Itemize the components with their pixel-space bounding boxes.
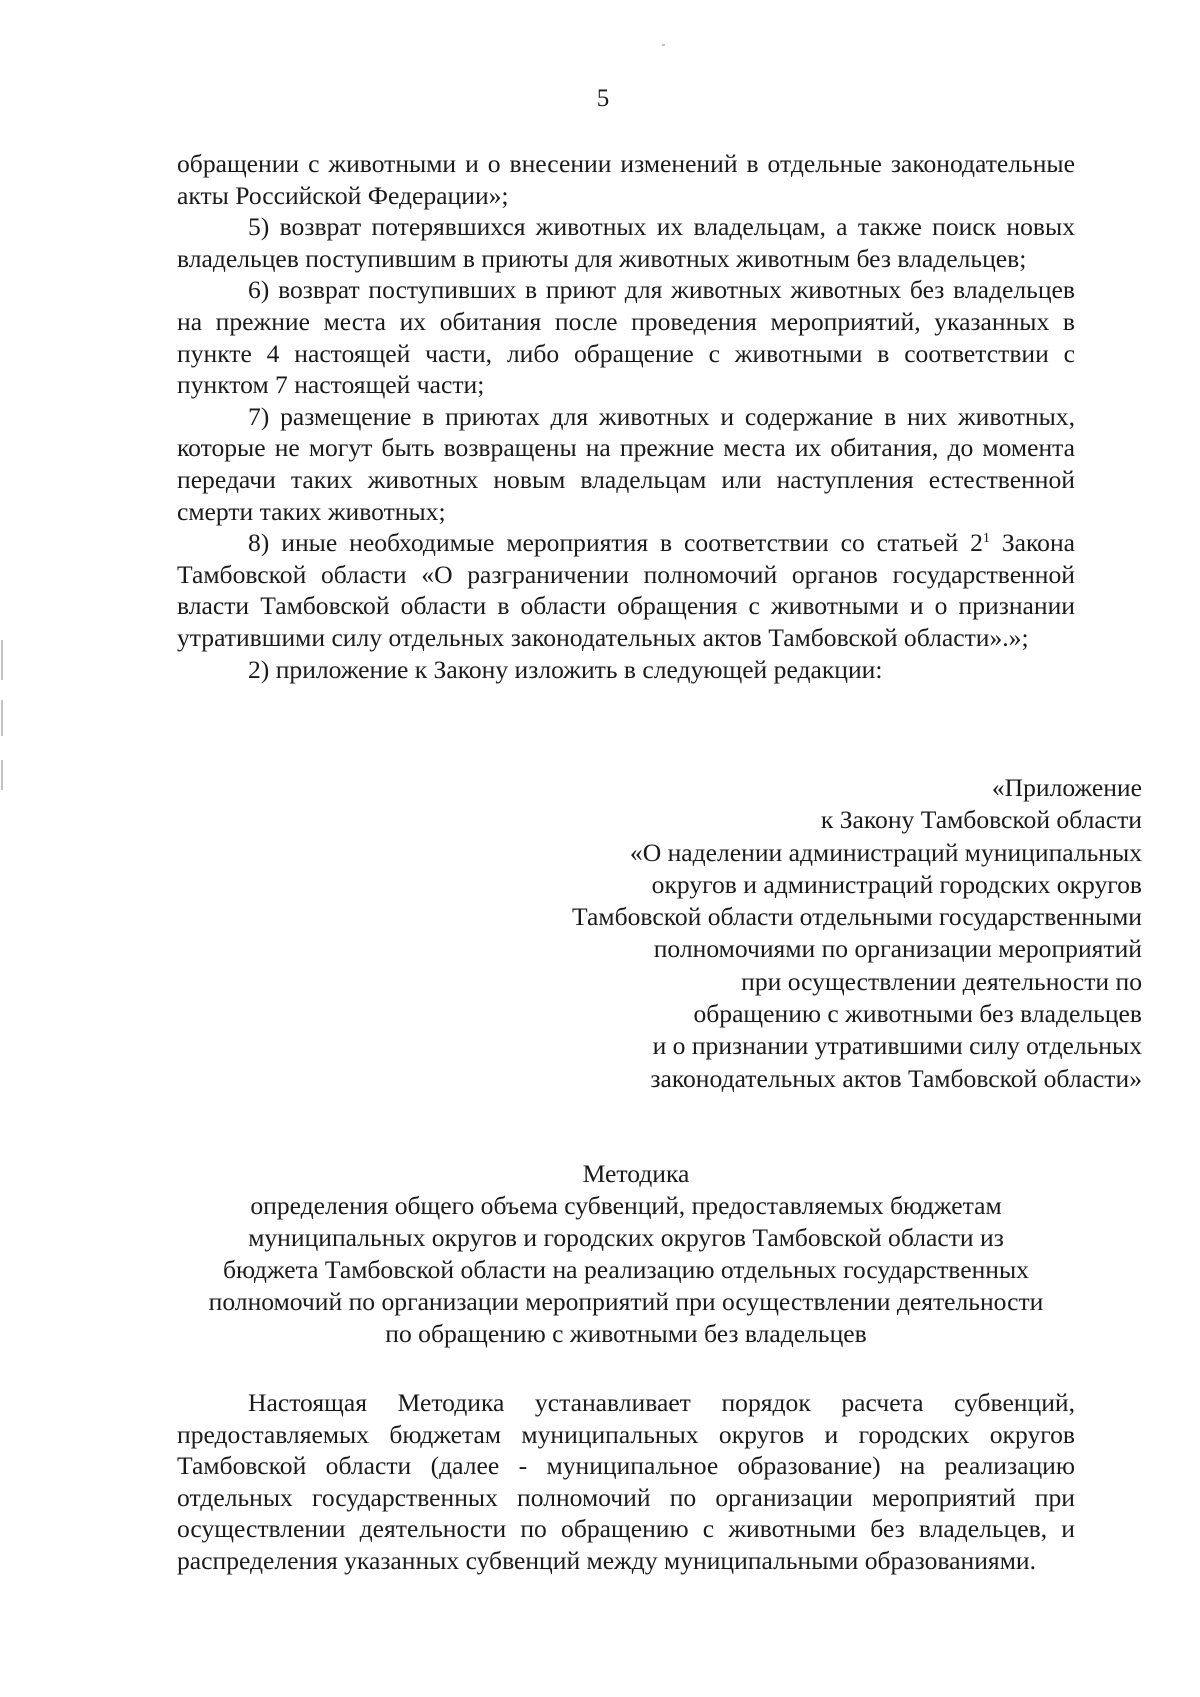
methodology-subtitle-line: по обращению с животными без владельцев: [385, 1319, 867, 1348]
appendix-line: к Закону Тамбовской области: [820, 805, 1142, 835]
appendix-line: при осуществлении деятельности по: [741, 966, 1142, 996]
methodology-body: [177, 1387, 1075, 1577]
scan-edge-mark: [1, 640, 3, 680]
item-8-text-end: Закона Тамбовской области «О разграничении полномочий органов государственной власти Тамбовской области в области обращения с животными и о признании утратившими силу отдельных законодательных актов Тамбовской области».»;: [177, 528, 1075, 652]
appendix-line: полномочиями по организации мероприятий: [653, 934, 1142, 964]
appendix-line: и о признании утратившими силу отдельных: [652, 1031, 1142, 1061]
scan-edge-mark: [1, 700, 3, 736]
appendix-line: Тамбовской области отдельными государственными: [572, 902, 1142, 932]
paragraph-continuation: обращении с животными и о внесении изменений в отдельные законодательные акты Российской Федерации»;: [177, 149, 1075, 210]
methodology-subtitle-line: муниципальных округов и городских округов Тамбовской области из: [248, 1223, 1004, 1252]
appendix-line: обращению с животными без владельцев: [693, 999, 1142, 1029]
methodology-subtitle: [177, 1190, 1075, 1350]
appendix-line: законодательных актов Тамбовской области»: [650, 1063, 1142, 1093]
scan-speck: [662, 44, 665, 46]
paragraph-item-8: [177, 527, 1075, 653]
paragraph-item-5: 5) возврат потерявшихся животных их владельцам, а также поиск новых владельцев поступившим в приюты для животных животным без владельцев;: [177, 212, 1075, 273]
appendix-line: «Приложение: [991, 773, 1142, 802]
article-superscript: 1: [982, 531, 990, 547]
methodology-subtitle-line: бюджета Тамбовской области на реализацию отдельных государственных: [223, 1255, 1029, 1284]
appendix-line: округов и администраций городских округов: [651, 869, 1142, 899]
paragraph-amendment-2: 2) приложение к Закону изложить в следующей редакции:: [248, 654, 883, 684]
appendix-heading-block: [440, 772, 1142, 1095]
scan-edge-mark: [1, 760, 3, 790]
methodology-title: Методика: [582, 1159, 690, 1188]
law-body-text: [177, 148, 1075, 685]
methodology-intro-paragraph: Настоящая Методика устанавливает порядок расчета субвенций, предоставляемых бюджетам муниципальных округов и городских округов Тамбовской области (далее - муниципальное образование) на реализацию отдельных государственных полномочий по организации мероприятий при осуществлении деятельности по обращению с животными без владельцев, и распределения указанных субвенций между муниципальными образованиями.: [177, 1388, 1075, 1575]
methodology-subtitle-line: определения общего объема субвенций, предоставляемых бюджетам: [250, 1191, 1002, 1220]
item-8-text-start: 8) иные необходимые мероприятия в соответствии со статьей 2: [248, 528, 983, 558]
methodology-subtitle-line: полномочий по организации мероприятий при осуществлении деятельности: [208, 1287, 1044, 1316]
paragraph-item-6: 6) возврат поступивших в приют для животных животных без владельцев на прежние места их обитания после проведения мероприятий, указанных в пункте 4 настоящей части, либо обращение с животными в соответствии с пунктом 7 настоящей части;: [177, 275, 1075, 400]
page-number: 5: [596, 85, 610, 112]
appendix-line: «О наделении администраций муниципальных: [629, 837, 1142, 867]
paragraph-item-7: 7) размещение в приютах для животных и содержание в них животных, которые не могут быть возвращены на прежние места их обитания, до момента передачи таких животных новым владельцам или наступления естественной смерти таких животных;: [177, 401, 1075, 526]
